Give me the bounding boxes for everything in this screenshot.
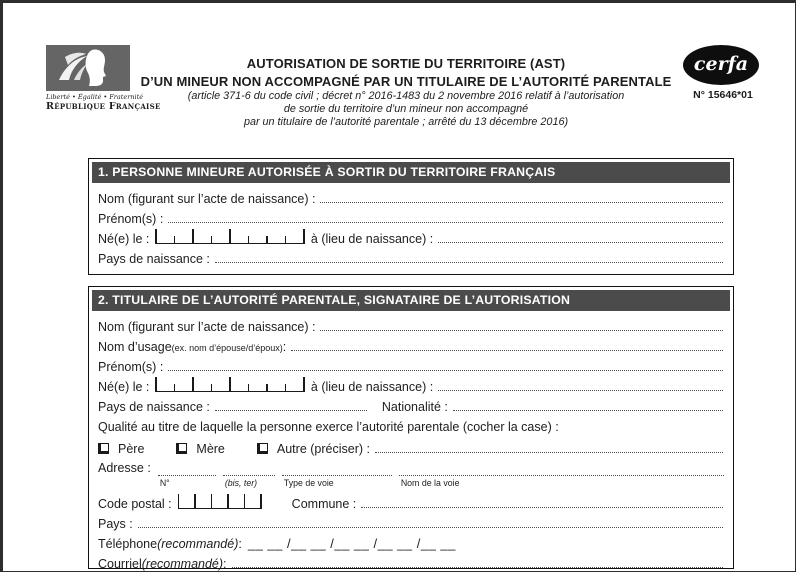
adresse-numero-field [158, 463, 216, 490]
cerfa-brand: cerfa [693, 53, 749, 75]
field-row-parent-nom [98, 315, 724, 335]
form-title-line2: D’UN MINEUR NON ACCOMPAGNÉ PAR UN TITULAIRE DE L’AUTORITÉ PARENTALE [140, 73, 672, 89]
field-row-parent-pays-nationalite [98, 395, 724, 415]
pays-input-line[interactable] [138, 526, 723, 528]
minor-nom-input-line[interactable] [320, 201, 723, 203]
field-row-adresse [98, 457, 724, 490]
checkbox-pere[interactable] [98, 443, 109, 454]
parent-nom-input-line[interactable] [320, 329, 723, 331]
checkbox-autre-label: Autre (préciser) : [276, 442, 370, 456]
courriel-label: Courriel [98, 557, 142, 571]
adresse-numero-sublabel: N° [159, 478, 170, 488]
form-title-block [136, 55, 676, 129]
logo-republic-label: République Française [46, 101, 161, 112]
courriel-colon: : [223, 557, 227, 571]
adresse-label: Adresse : [98, 461, 151, 475]
republique-francaise-logo [46, 45, 161, 112]
cerfa-badge [683, 45, 763, 101]
field-row-qualite-checkboxes [98, 435, 724, 457]
section-minor-title: 1. PERSONNE MINEURE AUTORISÉE À SORTIR DU TERRITOIRE FRANÇAIS [92, 162, 730, 183]
commune-label: Commune : [291, 497, 357, 511]
marianne-emblem-icon [46, 45, 130, 91]
minor-prenoms-label: Prénom(s) : [98, 212, 164, 226]
logo-motto: Liberté • Égalité • Fraternité [46, 93, 144, 101]
field-row-minor-nom [98, 187, 724, 207]
form-subtitle-line2: de sortie du territoire d’un mineur non accompagné [283, 103, 529, 115]
parent-birthdate-comb-field[interactable] [155, 377, 305, 392]
telephone-note: (recommandé) [157, 537, 239, 551]
minor-nom-label: Nom (figurant sur l’acte de naissance) : [98, 192, 316, 206]
parent-lieu-input-line[interactable] [438, 389, 723, 391]
code-postal-label: Code postal : [98, 497, 172, 511]
minor-pays-label: Pays de naissance : [98, 252, 210, 266]
section-parent-title: 2. TITULAIRE DE L’AUTORITÉ PARENTALE, SIGNATAIRE DE L’AUTORISATION [92, 290, 730, 311]
field-row-minor-naissance [98, 227, 724, 247]
adresse-type-voie-sublabel: Type de voie [283, 478, 334, 488]
pays-label: Pays : [98, 517, 133, 531]
minor-lieu-label: à (lieu de naissance) : [310, 232, 434, 246]
adresse-nom-voie-field [399, 463, 724, 490]
checkbox-autre[interactable] [257, 443, 268, 454]
adresse-bister-sublabel: (bis, ter) [224, 478, 258, 488]
section-minor [88, 158, 734, 275]
field-row-telephone [98, 532, 724, 552]
parent-nom-usage-note: (ex. nom d’épouse/d’époux) [171, 343, 283, 353]
field-row-parent-prenoms [98, 355, 724, 375]
field-row-minor-prenoms [98, 207, 724, 227]
telephone-input-blanks[interactable]: __ __ /__ __ /__ __ /__ __ /__ __ [247, 536, 456, 551]
parent-nationalite-label: Nationalité : [381, 400, 448, 414]
cerfa-form-number: N° 15646*01 [693, 89, 753, 101]
adresse-nom-voie-input-line[interactable] [399, 463, 724, 476]
autre-preciser-input-line[interactable] [375, 451, 723, 453]
commune-input-line[interactable] [361, 506, 723, 508]
field-row-parent-naissance [98, 375, 724, 395]
checkbox-mere[interactable] [176, 443, 187, 454]
field-row-code-postal-commune [98, 490, 724, 512]
parent-nom-usage-colon: : [282, 340, 287, 354]
adresse-bister-field [223, 463, 275, 490]
field-row-qualite [98, 415, 724, 435]
adresse-bister-input-line[interactable] [223, 463, 275, 476]
field-row-pays [98, 512, 724, 532]
adresse-type-voie-field [282, 463, 392, 490]
section-parent-fields [89, 314, 733, 572]
minor-pays-input-line[interactable] [215, 261, 723, 263]
minor-birthdate-comb-field[interactable] [155, 229, 305, 244]
field-row-courriel [98, 552, 724, 572]
adresse-nom-voie-sublabel: Nom de la voie [400, 478, 460, 488]
parent-pays-naissance-label: Pays de naissance : [98, 400, 210, 414]
telephone-label: Téléphone [98, 537, 158, 551]
adresse-type-voie-input-line[interactable] [282, 463, 392, 476]
parent-nom-usage-label: Nom d’usage [98, 340, 172, 354]
minor-lieu-input-line[interactable] [438, 241, 723, 243]
parent-nom-usage-input-line[interactable] [291, 349, 723, 351]
section-parent [88, 286, 734, 569]
parent-prenoms-label: Prénom(s) : [98, 360, 164, 374]
courriel-input-line[interactable] [232, 566, 723, 568]
field-row-minor-pays [98, 247, 724, 267]
parent-lieu-label: à (lieu de naissance) : [310, 380, 434, 394]
minor-prenoms-input-line[interactable] [168, 221, 723, 223]
parent-nom-label: Nom (figurant sur l’acte de naissance) : [98, 320, 316, 334]
parent-prenoms-input-line[interactable] [168, 369, 723, 371]
code-postal-comb-field[interactable] [178, 494, 262, 509]
checkbox-mere-label: Mère [196, 442, 225, 456]
field-row-parent-nom-usage [98, 335, 724, 355]
parent-ne-le-label: Né(e) le : [98, 380, 150, 394]
form-subtitle-line3: par un titulaire de l’autorité parentale ; arrêté du 13 décembre 2016) [243, 116, 569, 128]
adresse-numero-input-line[interactable] [158, 463, 216, 476]
checkbox-pere-label: Père [118, 442, 145, 456]
telephone-colon: : [238, 537, 242, 551]
courriel-note: (recommandé) [141, 557, 224, 571]
form-title-line1: AUTORISATION DE SORTIE DU TERRITOIRE (AST) [246, 56, 566, 71]
section-minor-fields [89, 186, 733, 267]
qualite-label: Qualité au titre de laquelle la personne exerce l’autorité parentale (cocher la case) : [98, 420, 559, 434]
cerfa-logo-icon [683, 45, 759, 85]
parent-pays-naissance-input-line[interactable] [215, 409, 367, 411]
form-subtitle-line1: (article 371-6 du code civil ; décret n° 2016-1483 du 2 novembre 2016 relatif à l’autorisation [187, 90, 625, 102]
parent-nationalite-input-line[interactable] [453, 409, 723, 411]
minor-ne-le-label: Né(e) le : [98, 232, 150, 246]
